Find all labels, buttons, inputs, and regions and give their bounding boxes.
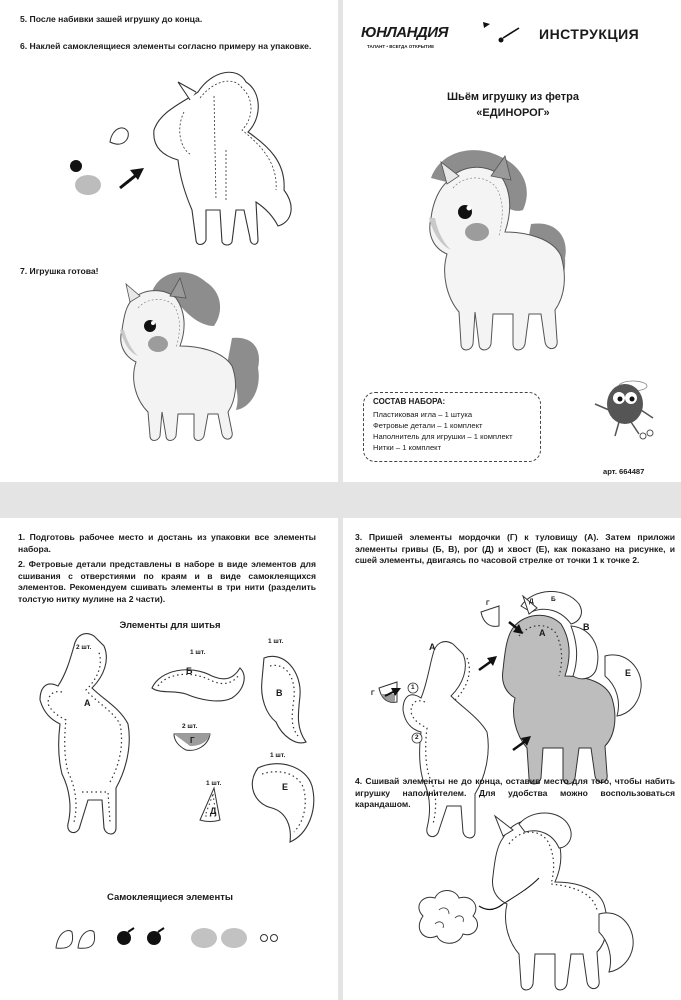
- part-a-qty: 2 шт.: [76, 644, 92, 651]
- label-g-top: Г: [486, 600, 490, 607]
- part-e-label: Е: [282, 782, 289, 792]
- step-1-text: 1. Подготовь рабочее место и достань из упаковки все элементы набора.: [18, 532, 316, 554]
- step-7-text: 7. Игрушка готова!: [20, 266, 99, 276]
- step-5-text: 5. После набивки зашей игрушку до конца.: [20, 14, 203, 24]
- instruction-page-steps-1-2: [0, 518, 338, 1000]
- cheek-icon: [148, 336, 168, 352]
- label-d: Д: [529, 598, 534, 605]
- finished-unicorn-illustration: [0, 0, 338, 482]
- point-1-label: 1: [411, 684, 415, 691]
- kit-item: Пластиковая игла – 1 штука: [373, 410, 473, 419]
- label-a-left: А: [429, 642, 436, 652]
- part-a-label: А: [84, 698, 91, 708]
- label-a-right: А: [539, 628, 546, 638]
- brand-logo: ЮНЛАНДИЯ: [361, 24, 448, 41]
- step-6-text: 6. Наклей самоклеящиеся элементы согласно примеру на упаковке.: [20, 41, 312, 51]
- part-v-qty: 1 шт.: [268, 638, 284, 645]
- sewing-parts-diagram: [0, 518, 338, 1000]
- product-title-line1: Шьём игрушку из фетра: [447, 91, 579, 103]
- label-b: Б: [551, 596, 556, 603]
- kit-item: Нитки – 1 комплект: [373, 443, 442, 452]
- instruction-page-steps-3-4: [343, 518, 681, 1000]
- part-d-label: Д: [210, 806, 217, 816]
- instruction-cover-page: [343, 0, 681, 482]
- part-g-qty: 2 шт.: [182, 723, 198, 730]
- sewing-elements-title: Элементы для шитья: [119, 620, 221, 631]
- adhesive-elements-title: Самоклеящиеся элементы: [107, 892, 233, 903]
- part-d-qty: 1 шт.: [206, 780, 222, 787]
- header-title: ИНСТРУКЦИЯ: [539, 26, 640, 42]
- mascot-icon: [343, 0, 681, 482]
- step-4-text: 4. Сшивай элементы не до конца, оставив место для того, чтобы набить игрушку наполнителем. Для удобства можно воспользоваться карандашом.: [355, 776, 675, 809]
- kit-item: Фетровые детали – 1 комплект: [373, 421, 483, 430]
- step-3-text: 3. Пришей элементы мордочки (Г) к туловищу (А). Затем приложи элементы гривы (Б, В), рог (Д) и хвост (Е), как показано на рисунке, и сшей элементы, двигаясь по часовой стрелке от точки 1 к точке 2.: [355, 532, 675, 565]
- article-number: арт. 664487: [603, 467, 645, 476]
- kit-item: Наполнитель для игрушки – 1 комплект: [373, 432, 513, 441]
- part-b-qty: 1 шт.: [190, 649, 206, 656]
- part-v-label: В: [276, 688, 283, 698]
- label-v: В: [583, 622, 590, 632]
- brand-tagline: ТАЛАНТ • ВСЕГДА ОТКРЫТИЕ: [367, 44, 435, 49]
- step-2-text: 2. Фетровые детали представлены в наборе в виде элементов для сшивания с отверстиями по краям и в виде самоклеящихся элементов. Рекомендуем сшивать элементы в три нити (разделить толстую нитку мулине на 2 части).: [18, 559, 316, 604]
- instruction-page-steps-5-7: [0, 0, 338, 482]
- label-e: Е: [625, 668, 632, 678]
- kit-title: СОСТАВ НАБОРА:: [373, 397, 446, 406]
- product-title-line2: «ЕДИНОРОГ»: [476, 107, 550, 119]
- stuffing-illustration: [343, 518, 681, 1000]
- part-g-label: Г: [190, 736, 195, 745]
- label-g-left: Г: [371, 690, 375, 697]
- part-e-qty: 1 шт.: [270, 752, 286, 759]
- part-b-label: Б: [186, 666, 193, 676]
- point-2-label: 2: [415, 734, 419, 741]
